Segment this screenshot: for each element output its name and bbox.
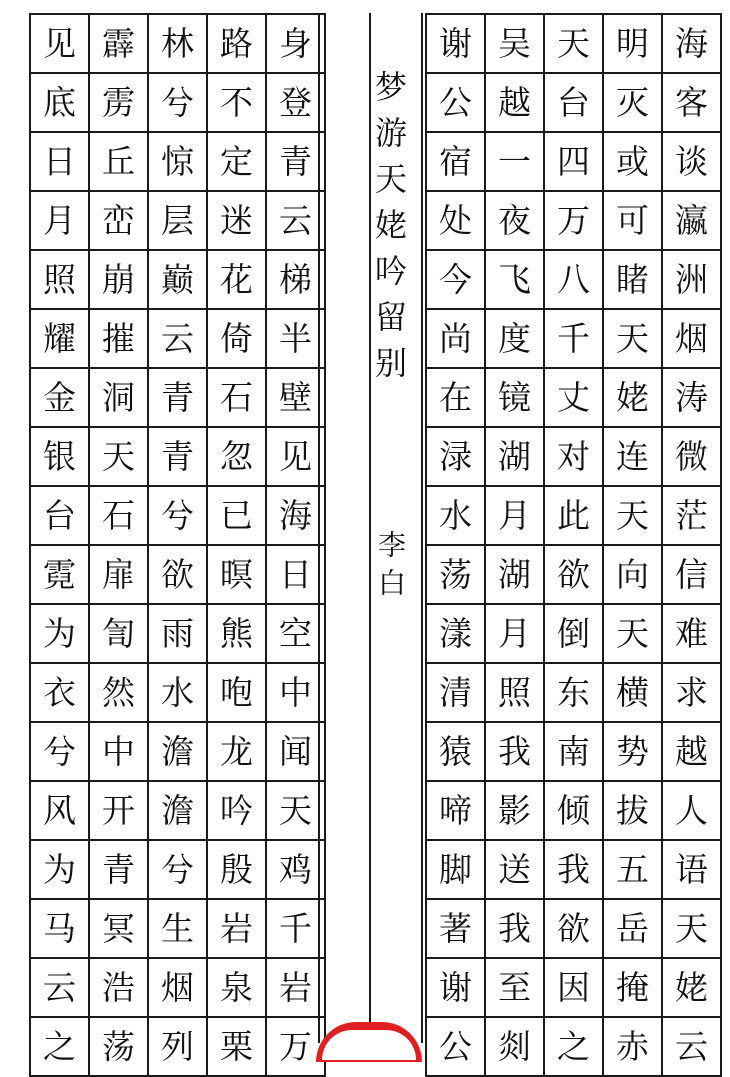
character-cell: 崩 — [89, 250, 148, 309]
character-cell: 宿 — [426, 132, 485, 191]
character-cell: 烟 — [662, 309, 721, 368]
character-cell: 雨 — [148, 604, 207, 663]
character-cell: 峦 — [89, 191, 148, 250]
character-cell: 剡 — [485, 1017, 544, 1076]
character-cell: 登 — [266, 73, 325, 132]
grid-row — [30, 840, 325, 899]
character-cell: 台 — [544, 73, 603, 132]
character-cell: 定 — [207, 132, 266, 191]
character-cell: 见 — [30, 14, 89, 73]
grid-row — [30, 958, 325, 1017]
character-cell: 洲 — [662, 250, 721, 309]
grid-row — [426, 840, 721, 899]
character-cell: 飞 — [485, 250, 544, 309]
character-cell: 青 — [148, 368, 207, 427]
poem-author: 李白 — [374, 530, 407, 606]
character-cell: 公 — [426, 73, 485, 132]
character-cell: 之 — [30, 1017, 89, 1076]
character-cell: 我 — [485, 722, 544, 781]
grid-row — [426, 368, 721, 427]
grid-row — [30, 899, 325, 958]
character-cell: 月 — [30, 191, 89, 250]
character-cell: 我 — [544, 840, 603, 899]
character-cell: 闻 — [266, 722, 325, 781]
character-cell: 栗 — [207, 1017, 266, 1076]
character-cell: 天 — [266, 781, 325, 840]
character-cell: 灭 — [603, 73, 662, 132]
character-cell: 东 — [544, 663, 603, 722]
character-cell: 天 — [544, 14, 603, 73]
grid-row — [30, 722, 325, 781]
character-cell: 吟 — [207, 781, 266, 840]
character-cell: 八 — [544, 250, 603, 309]
character-cell: 天 — [662, 899, 721, 958]
character-cell: 微 — [662, 427, 721, 486]
character-cell: 影 — [485, 781, 544, 840]
character-cell: 日 — [266, 545, 325, 604]
character-cell: 列 — [148, 1017, 207, 1076]
character-cell: 已 — [207, 486, 266, 545]
character-cell: 烟 — [148, 958, 207, 1017]
character-cell: 迷 — [207, 191, 266, 250]
character-cell: 赤 — [603, 1017, 662, 1076]
grid-row — [30, 250, 325, 309]
grid-row — [426, 899, 721, 958]
character-cell: 姥 — [662, 958, 721, 1017]
character-cell: 青 — [89, 840, 148, 899]
character-cell: 清 — [426, 663, 485, 722]
character-cell: 尚 — [426, 309, 485, 368]
character-cell: 霓 — [30, 545, 89, 604]
character-cell: 著 — [426, 899, 485, 958]
character-cell: 漾 — [426, 604, 485, 663]
character-cell: 信 — [662, 545, 721, 604]
character-cell: 明 — [603, 14, 662, 73]
character-cell: 势 — [603, 722, 662, 781]
character-cell: 海 — [266, 486, 325, 545]
character-cell: 可 — [603, 191, 662, 250]
grid-row — [426, 1017, 721, 1076]
character-cell: 衣 — [30, 663, 89, 722]
character-cell: 中 — [266, 663, 325, 722]
character-cell: 湖 — [485, 427, 544, 486]
character-cell: 巅 — [148, 250, 207, 309]
character-cell: 惊 — [148, 132, 207, 191]
grid-row — [30, 132, 325, 191]
character-cell: 忽 — [207, 427, 266, 486]
character-cell: 訇 — [89, 604, 148, 663]
grid-row — [426, 604, 721, 663]
character-cell: 底 — [30, 73, 89, 132]
character-cell: 拔 — [603, 781, 662, 840]
grid-row — [426, 191, 721, 250]
character-cell: 咆 — [207, 663, 266, 722]
character-cell: 泉 — [207, 958, 266, 1017]
grid-row — [30, 1017, 325, 1076]
character-cell: 至 — [485, 958, 544, 1017]
grid-row — [30, 14, 325, 73]
character-cell: 花 — [207, 250, 266, 309]
character-cell: 空 — [266, 604, 325, 663]
character-cell: 五 — [603, 840, 662, 899]
character-cell: 见 — [266, 427, 325, 486]
character-cell: 为 — [30, 604, 89, 663]
character-cell: 洞 — [89, 368, 148, 427]
grid-row — [426, 73, 721, 132]
character-cell: 语 — [662, 840, 721, 899]
character-cell: 为 — [30, 840, 89, 899]
character-cell: 万 — [544, 191, 603, 250]
character-cell: 一 — [485, 132, 544, 191]
character-cell: 岩 — [207, 899, 266, 958]
character-cell: 台 — [30, 486, 89, 545]
character-cell: 照 — [485, 663, 544, 722]
character-cell: 月 — [485, 486, 544, 545]
character-cell: 千 — [266, 899, 325, 958]
character-cell: 青 — [266, 132, 325, 191]
character-cell: 金 — [30, 368, 89, 427]
character-cell: 层 — [148, 191, 207, 250]
left-character-grid — [29, 13, 326, 1077]
character-cell: 睹 — [603, 250, 662, 309]
character-cell: 千 — [544, 309, 603, 368]
character-cell: 度 — [485, 309, 544, 368]
character-cell: 澹 — [148, 781, 207, 840]
character-cell: 海 — [662, 14, 721, 73]
character-cell: 梯 — [266, 250, 325, 309]
character-cell: 殷 — [207, 840, 266, 899]
grid-row — [426, 14, 721, 73]
character-cell: 天 — [89, 427, 148, 486]
character-cell: 荡 — [89, 1017, 148, 1076]
character-cell: 然 — [89, 663, 148, 722]
grid-row — [426, 132, 721, 191]
grid-row — [30, 309, 325, 368]
character-cell: 连 — [603, 427, 662, 486]
character-cell: 水 — [426, 486, 485, 545]
character-cell: 石 — [207, 368, 266, 427]
grid-row — [30, 604, 325, 663]
character-cell: 银 — [30, 427, 89, 486]
character-cell: 谈 — [662, 132, 721, 191]
grid-row — [426, 427, 721, 486]
character-cell: 向 — [603, 545, 662, 604]
character-cell: 欲 — [544, 545, 603, 604]
character-cell: 兮 — [148, 840, 207, 899]
character-cell: 镜 — [485, 368, 544, 427]
character-cell: 荡 — [426, 545, 485, 604]
center-divider-left — [318, 13, 320, 1043]
character-cell: 今 — [426, 250, 485, 309]
character-cell: 日 — [30, 132, 89, 191]
character-cell: 岩 — [266, 958, 325, 1017]
character-cell: 浩 — [89, 958, 148, 1017]
character-cell: 岳 — [603, 899, 662, 958]
character-cell: 倾 — [544, 781, 603, 840]
character-cell: 开 — [89, 781, 148, 840]
character-cell: 倒 — [544, 604, 603, 663]
character-cell: 半 — [266, 309, 325, 368]
center-divider-right — [421, 13, 423, 1043]
character-cell: 四 — [544, 132, 603, 191]
character-cell: 雳 — [89, 73, 148, 132]
character-cell: 壁 — [266, 368, 325, 427]
grid-row — [426, 309, 721, 368]
character-cell: 送 — [485, 840, 544, 899]
grid-row — [30, 781, 325, 840]
character-cell: 云 — [662, 1017, 721, 1076]
character-cell: 石 — [89, 486, 148, 545]
character-cell: 风 — [30, 781, 89, 840]
character-cell: 渌 — [426, 427, 485, 486]
character-cell: 瀛 — [662, 191, 721, 250]
character-cell: 兮 — [148, 73, 207, 132]
character-cell: 越 — [662, 722, 721, 781]
character-cell: 水 — [148, 663, 207, 722]
character-cell: 中 — [89, 722, 148, 781]
character-cell: 倚 — [207, 309, 266, 368]
character-cell: 夜 — [485, 191, 544, 250]
character-cell: 澹 — [148, 722, 207, 781]
grid-row — [30, 427, 325, 486]
character-cell: 或 — [603, 132, 662, 191]
character-cell: 天 — [603, 309, 662, 368]
character-cell: 云 — [148, 309, 207, 368]
character-cell: 冥 — [89, 899, 148, 958]
character-cell: 摧 — [89, 309, 148, 368]
character-cell: 天 — [603, 486, 662, 545]
grid-row — [426, 722, 721, 781]
grid-row — [30, 486, 325, 545]
character-cell: 欲 — [544, 899, 603, 958]
grid-row — [30, 368, 325, 427]
poem-title: 梦游天姥吟留别 — [370, 70, 408, 392]
character-cell: 越 — [485, 73, 544, 132]
character-cell: 姥 — [603, 368, 662, 427]
character-cell: 路 — [207, 14, 266, 73]
character-cell: 不 — [207, 73, 266, 132]
character-cell: 青 — [148, 427, 207, 486]
character-cell: 身 — [266, 14, 325, 73]
character-cell: 丘 — [89, 132, 148, 191]
character-cell: 暝 — [207, 545, 266, 604]
character-cell: 掩 — [603, 958, 662, 1017]
character-cell: 在 — [426, 368, 485, 427]
character-cell: 耀 — [30, 309, 89, 368]
character-cell: 霹 — [89, 14, 148, 73]
character-cell: 茫 — [662, 486, 721, 545]
character-cell: 南 — [544, 722, 603, 781]
character-cell: 马 — [30, 899, 89, 958]
grid-row — [30, 73, 325, 132]
grid-row — [426, 545, 721, 604]
grid-row — [426, 486, 721, 545]
character-cell: 之 — [544, 1017, 603, 1076]
grid-row — [426, 250, 721, 309]
grid-row — [30, 191, 325, 250]
character-cell: 林 — [148, 14, 207, 73]
character-cell: 求 — [662, 663, 721, 722]
grid-row — [426, 663, 721, 722]
character-cell: 湖 — [485, 545, 544, 604]
character-cell: 此 — [544, 486, 603, 545]
character-cell: 对 — [544, 427, 603, 486]
character-cell: 谢 — [426, 14, 485, 73]
character-cell: 因 — [544, 958, 603, 1017]
character-cell: 猿 — [426, 722, 485, 781]
character-cell: 万 — [266, 1017, 325, 1076]
grid-row — [30, 663, 325, 722]
character-cell: 难 — [662, 604, 721, 663]
character-cell: 人 — [662, 781, 721, 840]
character-cell: 啼 — [426, 781, 485, 840]
character-cell: 我 — [485, 899, 544, 958]
character-cell: 脚 — [426, 840, 485, 899]
character-cell: 云 — [30, 958, 89, 1017]
character-cell: 兮 — [30, 722, 89, 781]
character-cell: 月 — [485, 604, 544, 663]
character-cell: 吴 — [485, 14, 544, 73]
character-cell: 丈 — [544, 368, 603, 427]
character-cell: 熊 — [207, 604, 266, 663]
right-character-grid — [425, 13, 722, 1077]
character-cell: 扉 — [89, 545, 148, 604]
character-cell: 龙 — [207, 722, 266, 781]
character-cell: 欲 — [148, 545, 207, 604]
character-cell: 谢 — [426, 958, 485, 1017]
character-cell: 处 — [426, 191, 485, 250]
ribbon-inner — [322, 1030, 416, 1060]
character-cell: 天 — [603, 604, 662, 663]
character-cell: 生 — [148, 899, 207, 958]
character-cell: 横 — [603, 663, 662, 722]
character-cell: 客 — [662, 73, 721, 132]
character-cell: 照 — [30, 250, 89, 309]
character-cell: 兮 — [148, 486, 207, 545]
character-cell: 涛 — [662, 368, 721, 427]
character-cell: 云 — [266, 191, 325, 250]
grid-row — [30, 545, 325, 604]
character-cell: 鸡 — [266, 840, 325, 899]
grid-row — [426, 781, 721, 840]
grid-row — [426, 958, 721, 1017]
character-cell: 公 — [426, 1017, 485, 1076]
